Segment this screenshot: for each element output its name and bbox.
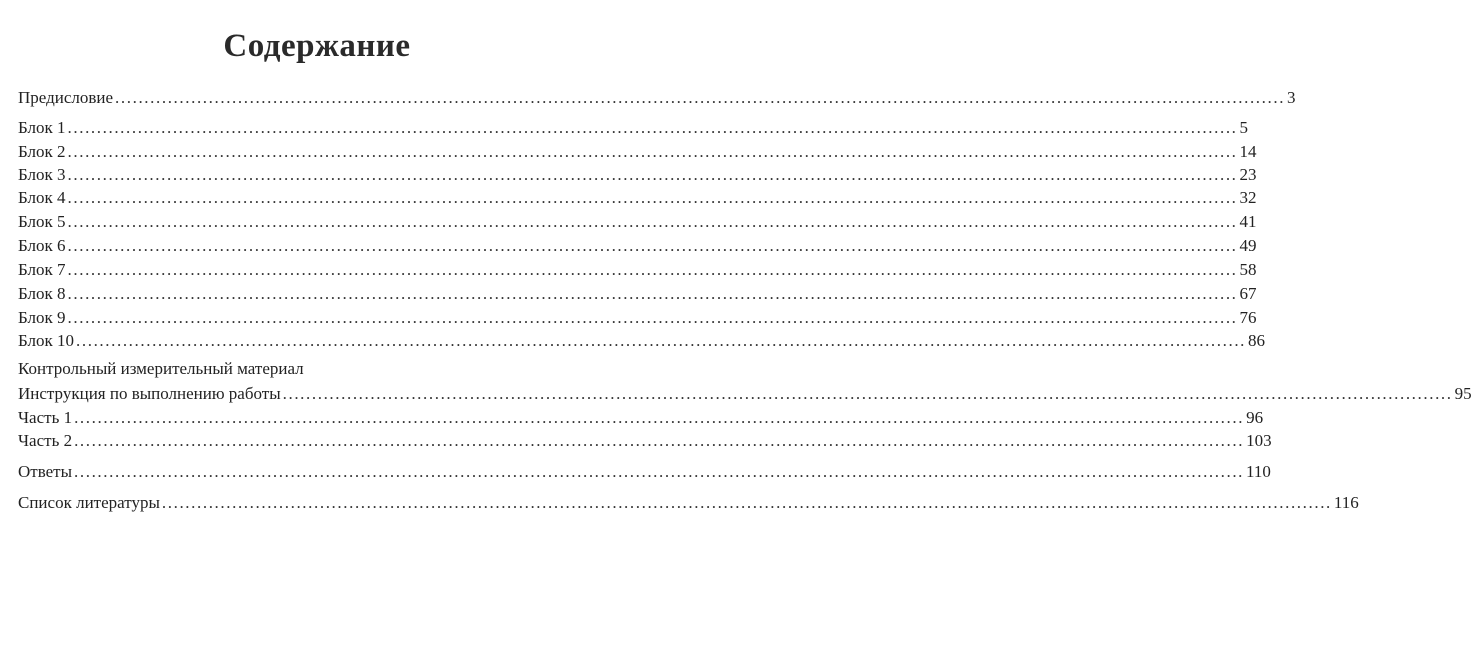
toc-entry-block-6 <box>18 235 1257 257</box>
toc-entry-block-3 <box>18 164 1257 186</box>
toc-entry-page: 58 <box>1239 260 1257 279</box>
toc-entry-page: 23 <box>1239 165 1257 184</box>
page-title: Содержание <box>223 28 411 64</box>
toc-entry-label: Часть 1 <box>18 408 73 427</box>
toc-entry-page: 116 <box>1333 493 1359 512</box>
toc-entry-label: Ответы <box>18 462 73 481</box>
dot-leader: ........................................................................................................................................................................................................ <box>74 431 1245 450</box>
toc-entry-label: Инструкция по выполнению работы <box>18 384 281 403</box>
dot-leader: ........................................................................................................................................................................................................ <box>115 88 1286 107</box>
toc-entry-page: 96 <box>1246 408 1264 427</box>
dot-leader: ........................................................................................................................................................................................................ <box>67 188 1238 207</box>
toc-entry-label: Часть 2 <box>18 431 73 450</box>
dot-leader: ........................................................................................................................................................................................................ <box>67 118 1238 137</box>
dot-leader: ........................................................................................................................................................................................................ <box>67 142 1238 161</box>
toc-entry-label: Блок 7 <box>18 260 66 279</box>
dot-leader: ........................................................................................................................................................................................................ <box>67 212 1238 231</box>
toc-entry-page: 32 <box>1239 188 1257 207</box>
dot-leader: ........................................................................................................................................................................................................ <box>74 462 1245 481</box>
toc-entry-page: 3 <box>1287 88 1296 107</box>
toc-entry-label: Блок 6 <box>18 236 66 255</box>
toc-entry-label: Блок 8 <box>18 284 66 303</box>
dot-leader: ........................................................................................................................................................................................................ <box>282 384 1453 403</box>
toc-entry-part-2 <box>18 430 1272 452</box>
toc-entry-page: 76 <box>1239 308 1257 327</box>
toc-entry-label: Список литературы <box>18 493 160 512</box>
toc-entry-page: 67 <box>1239 284 1257 303</box>
toc-entry-instructions <box>18 383 1472 405</box>
toc-entry-block-2 <box>18 141 1257 163</box>
toc-entry-page: 103 <box>1246 431 1272 450</box>
toc-entry-page: 86 <box>1248 331 1266 350</box>
toc-entry-part-1 <box>18 407 1264 429</box>
toc-entry-page: 49 <box>1239 236 1257 255</box>
toc-entry-block-5 <box>18 211 1257 233</box>
toc-entry-label: Блок 1 <box>18 118 66 137</box>
toc-entry-label: Блок 2 <box>18 142 66 161</box>
toc-entry-label: Блок 10 <box>18 331 75 350</box>
toc-entry-page: 41 <box>1239 212 1257 231</box>
toc-entry-literature <box>18 492 1359 514</box>
dot-leader: ........................................................................................................................................................................................................ <box>67 260 1238 279</box>
toc-entry-page: 5 <box>1239 118 1249 137</box>
toc-entry-label: Блок 9 <box>18 308 66 327</box>
toc-entry-block-4 <box>18 187 1257 209</box>
toc-entry-answers <box>18 461 1271 483</box>
toc-entry-block-9 <box>18 307 1257 329</box>
dot-leader: ........................................................................................................................................................................................................ <box>67 308 1238 327</box>
dot-leader: ........................................................................................................................................................................................................ <box>67 284 1238 303</box>
toc-entry-block-1 <box>18 117 1249 139</box>
dot-leader: ........................................................................................................................................................................................................ <box>74 408 1245 427</box>
toc-entry-block-7 <box>18 259 1257 281</box>
dot-leader: ........................................................................................................................................................................................................ <box>67 236 1238 255</box>
dot-leader: ........................................................................................................................................................................................................ <box>67 165 1238 184</box>
toc-entry-label: Блок 4 <box>18 188 66 207</box>
toc-entry-label: Блок 5 <box>18 212 66 231</box>
toc-entry-block-10 <box>18 330 1266 352</box>
toc-entry-preface <box>18 87 1296 109</box>
toc-entry-label: Блок 3 <box>18 165 66 184</box>
toc-entry-label: Предисловие <box>18 88 114 107</box>
dot-leader: ........................................................................................................................................................................................................ <box>76 331 1247 350</box>
toc-entry-page: 14 <box>1239 142 1257 161</box>
toc-entry-block-8 <box>18 283 1257 305</box>
toc-entry-page: 95 <box>1454 384 1472 403</box>
toc-entry-page: 110 <box>1246 462 1271 481</box>
section-heading: Контрольный измерительный материал <box>18 359 304 378</box>
dot-leader: ........................................................................................................................................................................................................ <box>161 493 1332 512</box>
